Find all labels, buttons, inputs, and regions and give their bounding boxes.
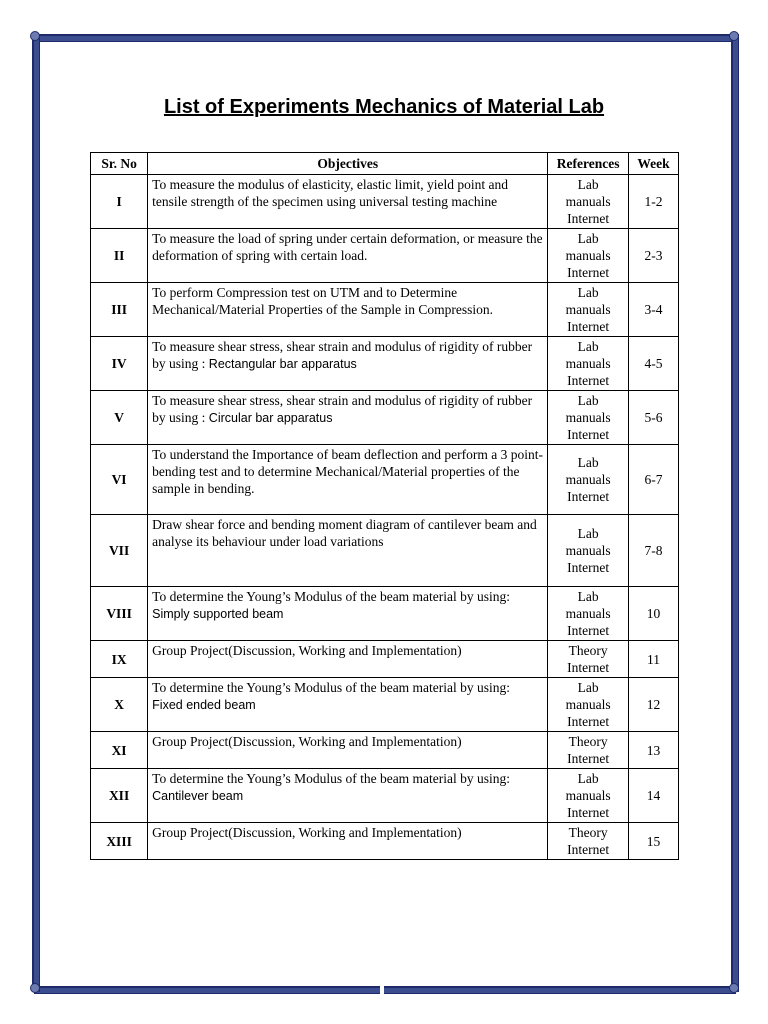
cell-references <box>548 283 629 337</box>
cell-references <box>548 641 629 678</box>
header-objectives: Objectives <box>148 153 548 175</box>
objective-text: To understand the Importance of beam deflection and perform a 3 point-bending test and to determine Mechanical/Material properties of the sample in bending. <box>152 447 543 496</box>
objective-text: To determine the Young’s Modulus of the beam material by using: <box>152 680 511 695</box>
header-references: References <box>548 153 629 175</box>
cell-objective <box>148 769 548 823</box>
objective-apparatus: Rectangular bar apparatus <box>208 357 357 371</box>
cell-week: 12 <box>628 678 678 732</box>
border-corner-top-left <box>30 31 40 41</box>
objective-text: To determine the Young’s Modulus of the beam material by using: <box>152 589 511 604</box>
reference-item: Lab <box>577 231 599 246</box>
reference-item: manuals <box>565 194 611 209</box>
cell-week: 3-4 <box>628 283 678 337</box>
objective-apparatus: Fixed ended beam <box>152 698 256 712</box>
cell-week: 7-8 <box>628 515 678 587</box>
table-row <box>91 175 679 229</box>
reference-item: Lab <box>577 771 599 786</box>
cell-sr-no: V <box>91 391 148 445</box>
border-corner-bottom-right <box>729 983 739 993</box>
reference-item: Lab <box>577 177 599 192</box>
cell-sr-no: XII <box>91 769 148 823</box>
cell-objective <box>148 823 548 860</box>
objective-text: To determine the Young’s Modulus of the beam material by using: <box>152 771 511 786</box>
reference-item: Lab <box>577 526 599 541</box>
cell-week: 11 <box>628 641 678 678</box>
cell-references <box>548 391 629 445</box>
reference-item: Internet <box>567 842 610 857</box>
objective-text: Draw shear force and bending moment diagram of cantilever beam and analyse its behaviour under load variations <box>152 517 537 549</box>
cell-references <box>548 175 629 229</box>
table-row <box>91 678 679 732</box>
reference-item: Lab <box>577 285 599 300</box>
cell-week: 5-6 <box>628 391 678 445</box>
cell-objective <box>148 732 548 769</box>
table-row <box>91 732 679 769</box>
page-border-top <box>34 34 736 42</box>
reference-item: Internet <box>567 714 610 729</box>
objective-text: To measure the load of spring under certain deformation, or measure the deformation of spring with certain load. <box>152 231 543 263</box>
cell-sr-no: IV <box>91 337 148 391</box>
cell-references <box>548 515 629 587</box>
cell-references <box>548 445 629 515</box>
table-header <box>91 153 679 175</box>
reference-item: Internet <box>567 373 610 388</box>
reference-item: Internet <box>567 489 610 504</box>
reference-item: Lab <box>577 589 599 604</box>
header-week: Week <box>628 153 678 175</box>
objective-text: To measure the modulus of elasticity, elastic limit, yield point and tensile strength of the specimen using universal testing machine <box>152 177 509 209</box>
reference-item: Theory <box>568 643 608 658</box>
reference-item: Lab <box>577 339 599 354</box>
reference-item: Theory <box>568 825 608 840</box>
reference-item: Lab <box>577 393 599 408</box>
border-corner-top-right <box>729 31 739 41</box>
cell-objective <box>148 175 548 229</box>
cell-sr-no: VIII <box>91 587 148 641</box>
reference-item: Internet <box>567 751 610 766</box>
cell-week: 6-7 <box>628 445 678 515</box>
cell-sr-no: X <box>91 678 148 732</box>
cell-objective <box>148 515 548 587</box>
objective-text: To measure shear stress, shear strain and modulus of rigidity of rubber by using : <box>152 393 533 425</box>
header-sr-no: Sr. No <box>91 153 148 175</box>
reference-item: Internet <box>567 319 610 334</box>
cell-objective <box>148 641 548 678</box>
table-row <box>91 445 679 515</box>
cell-sr-no: III <box>91 283 148 337</box>
cell-sr-no: II <box>91 229 148 283</box>
objective-apparatus: Simply supported beam <box>152 607 284 621</box>
cell-sr-no: I <box>91 175 148 229</box>
table-row <box>91 283 679 337</box>
cell-sr-no: VII <box>91 515 148 587</box>
cell-week: 4-5 <box>628 337 678 391</box>
experiments-table <box>90 152 679 860</box>
cell-references <box>548 769 629 823</box>
reference-item: Internet <box>567 265 610 280</box>
reference-item: Internet <box>567 660 610 675</box>
table-row <box>91 229 679 283</box>
reference-item: Internet <box>567 560 610 575</box>
cell-references <box>548 337 629 391</box>
reference-item: manuals <box>565 606 611 621</box>
reference-item: manuals <box>565 472 611 487</box>
objective-text: To perform Compression test on UTM and to Determine Mechanical/Material Properties of the Sample in Compression. <box>152 285 493 317</box>
reference-item: manuals <box>565 302 611 317</box>
cell-week: 14 <box>628 769 678 823</box>
cell-references <box>548 678 629 732</box>
reference-item: Theory <box>568 734 608 749</box>
cell-objective <box>148 445 548 515</box>
cell-objective <box>148 587 548 641</box>
page-border-left <box>32 34 40 992</box>
table-row <box>91 515 679 587</box>
cell-references <box>548 732 629 769</box>
objective-text: To measure shear stress, shear strain and modulus of rigidity of rubber by using : <box>152 339 533 371</box>
objective-text: Group Project(Discussion, Working and Implementation) <box>152 825 462 840</box>
objective-apparatus: Circular bar apparatus <box>208 411 333 425</box>
cell-objective <box>148 678 548 732</box>
cell-sr-no: VI <box>91 445 148 515</box>
objective-text: Group Project(Discussion, Working and Implementation) <box>152 734 462 749</box>
reference-item: manuals <box>565 788 611 803</box>
cell-sr-no: XI <box>91 732 148 769</box>
cell-objective <box>148 337 548 391</box>
objective-text: Group Project(Discussion, Working and Implementation) <box>152 643 462 658</box>
cell-objective <box>148 283 548 337</box>
reference-item: Internet <box>567 211 610 226</box>
table-header-row <box>91 153 679 175</box>
page-border-gap <box>380 985 384 994</box>
cell-objective <box>148 229 548 283</box>
reference-item: Lab <box>577 680 599 695</box>
cell-week: 15 <box>628 823 678 860</box>
cell-week: 10 <box>628 587 678 641</box>
reference-item: Internet <box>567 427 610 442</box>
cell-objective <box>148 391 548 445</box>
table-row <box>91 587 679 641</box>
table-body <box>91 175 679 860</box>
page-title: List of Experiments Mechanics of Material Lab <box>163 96 605 118</box>
reference-item: Internet <box>567 623 610 638</box>
cell-references <box>548 823 629 860</box>
reference-item: manuals <box>565 697 611 712</box>
table-row <box>91 391 679 445</box>
cell-week: 13 <box>628 732 678 769</box>
table-row <box>91 641 679 678</box>
cell-sr-no: XIII <box>91 823 148 860</box>
border-corner-bottom-left <box>30 983 40 993</box>
table-row <box>91 823 679 860</box>
cell-week: 2-3 <box>628 229 678 283</box>
reference-item: manuals <box>565 248 611 263</box>
reference-item: manuals <box>565 356 611 371</box>
page-border-right <box>731 34 739 992</box>
table-row <box>91 769 679 823</box>
reference-item: manuals <box>565 410 611 425</box>
reference-item: Internet <box>567 805 610 820</box>
cell-references <box>548 229 629 283</box>
cell-week: 1-2 <box>628 175 678 229</box>
objective-apparatus: Cantilever beam <box>152 789 244 803</box>
cell-references <box>548 587 629 641</box>
reference-item: Lab <box>577 455 599 470</box>
table-row <box>91 337 679 391</box>
reference-item: manuals <box>565 543 611 558</box>
page-border-bottom <box>34 986 736 994</box>
cell-sr-no: IX <box>91 641 148 678</box>
